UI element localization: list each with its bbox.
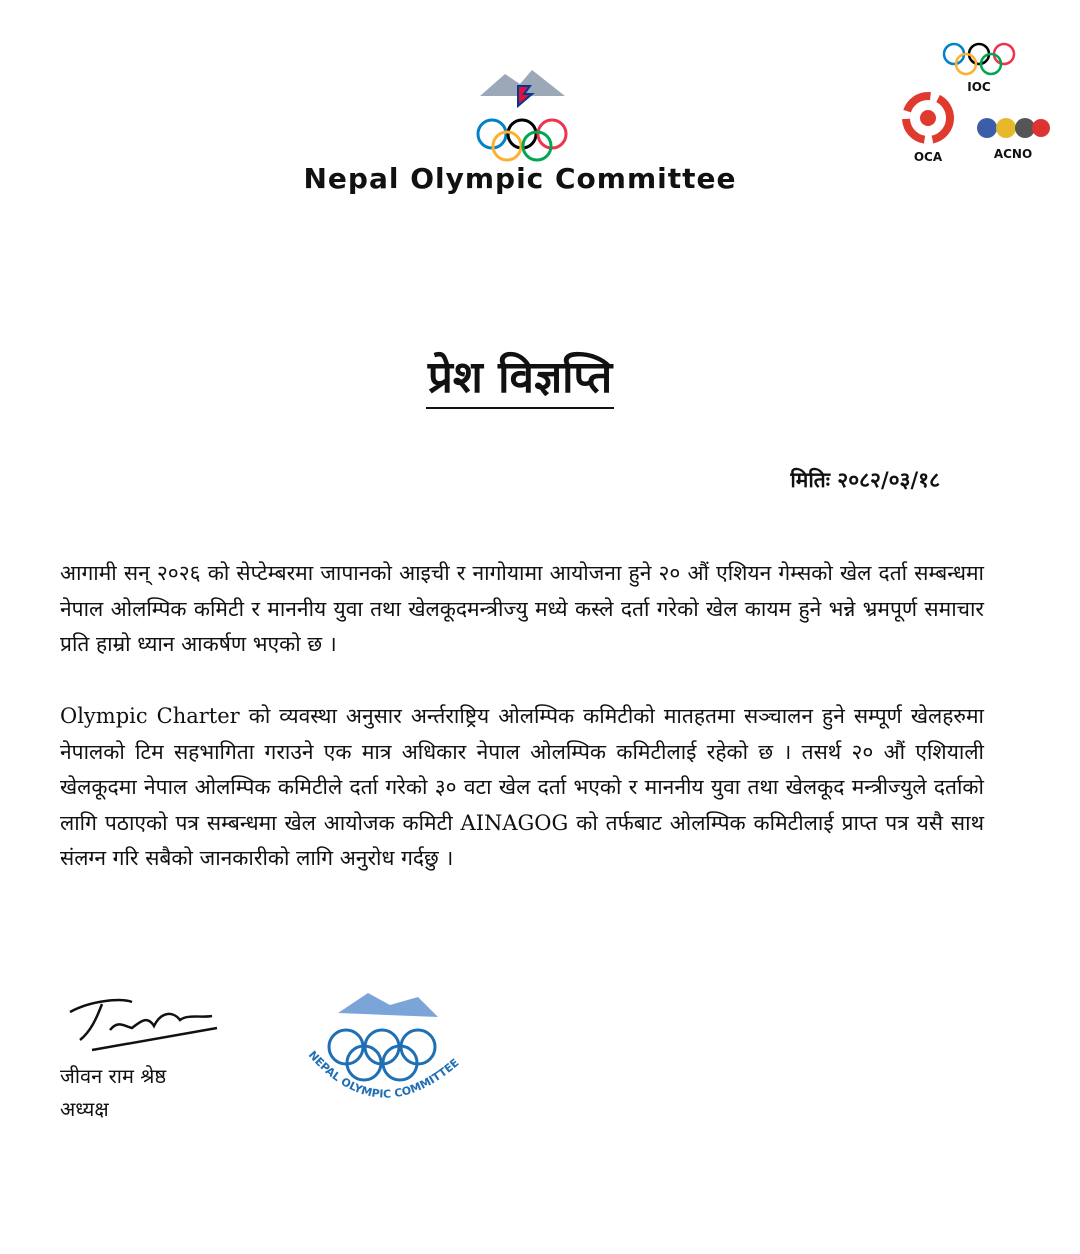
paragraph-2: Olympic Charter को व्यवस्था अनुसार अर्न्तराष्ट्रिय ओलम्पिक कमिटीको मातहतमा सञ्चालन हुने सम्पूर्ण खेलहरुमा नेपालको टिम सहभागिता गराउने एक मात्र अधिकार नेपाल ओलम्पिक कमिटीलाई रहेको छ । तसर्थ २० औं एशियाली खेलकूदमा नेपाल ओलम्पिक कमिटीले दर्ता गरेको ३० वटा खेल दर्ता भएको र माननीय युवा तथा खेलकूद मन्त्रीज्युले दर्ताको लागि पठाएको पत्र सम्बन्धमा खेल आयोजक कमिटी AINAGOG को तर्फबाट ओलम्पिक कमिटीलाई प्राप्त पत्र यसै साथ संलग्न गरि सबैको जानकारीको लागि अनुरोध गर्दछु ।: [60, 704, 984, 870]
acno-logo: ACNO: [975, 115, 1051, 161]
document-title: प्रेश विज्ञप्ति: [0, 345, 1040, 405]
nepal-olympic-committee-logo: [470, 66, 575, 162]
official-stamp: [298, 985, 463, 1115]
svg-text:NEPAL OLYMPIC COMMITTEE: NEPAL OLYMPIC COMMITTEE: [305, 1048, 462, 1101]
ioc-logo: IOC: [940, 42, 1018, 94]
paragraph-1: आगामी सन् २०२६ को सेप्टेम्बरमा जापानको आइची र नागोयामा आयोजना हुने २० औं एशियन गेम्सको खेल दर्ता सम्बन्धमा नेपाल ओलम्पिक कमिटी र माननीय युवा तथा खेलकूदमन्त्रीज्यु मध्ये कस्ले दर्ता गरेको खेल कायम हुने भन्ने भ्रमपूर्ण समाचार प्रति हाम्रो ध्यान आकर्षण भएको छ ।: [60, 561, 984, 656]
document-date: मितिः २०८२/०३/१८: [790, 467, 940, 492]
oca-logo: OCA: [895, 92, 961, 164]
signatory-name: जीवन राम श्रेष्ठ: [60, 1064, 167, 1088]
handwritten-signature: [62, 990, 222, 1056]
signatory-role: अध्यक्ष: [60, 1097, 109, 1121]
organization-name: Nepal Olympic Committee: [303, 162, 737, 195]
